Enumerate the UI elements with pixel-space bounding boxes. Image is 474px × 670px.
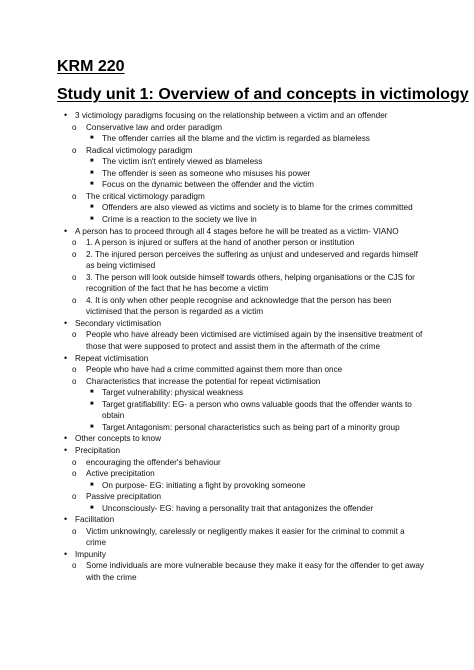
outline-item-level-1-text: Repeat victimisation [75,353,149,363]
bullet-marker-level-3: ■ [90,181,94,188]
outline-item-level-2-text: crime [86,538,107,548]
outline-item-level-2-text: Passive precipitation [86,492,162,502]
outline-item-level-1-text: Impunity [75,549,106,559]
bullet-marker-level-2: o [72,469,77,479]
bullet-marker-level-1: • [64,317,68,328]
outline-item-level-3-text: Target Antagonism: personal characteristics such as being part of a minority group [102,422,400,432]
bullet-marker-level-2: o [72,249,77,259]
outline-item-level-1-text: 3 victimology paradigms focusing on the relationship between a victim and an offender [75,111,388,120]
bullet-marker-level-1: • [64,444,68,455]
outline-item-level-2-text: The critical victimology paradigm [86,191,205,201]
bullet-marker-level-2: o [72,122,77,132]
outline-item-level-2-text: Radical victimology paradigm [86,145,193,155]
outline-item-level-2-text: those that were supposed to protect and assist them in the aftermath of the crime [86,342,380,351]
bullet-marker-level-1: • [64,352,68,363]
outline-item-level-3-text: Crime is a reaction to the society we live in [102,214,257,224]
outline-item-level-1-text: Precipitation [75,445,121,455]
bullet-marker-level-1: • [64,548,68,559]
outline-item-level-3-text: The offender carries all the blame and the victim is regarded as blameless [102,134,370,144]
study-unit-title: Study unit 1: Overview of and concepts in victimology [57,86,469,103]
bullet-marker-level-2: o [72,295,77,305]
outline-item-level-2-text: Victim unknowingly, carelessly or negligently makes it easier for the criminal to commit a [86,526,405,536]
outline-item-level-3-text: Unconsciously- EG: having a personality trait that antagonizes the offender [102,503,374,513]
outline-item-level-3-text: Focus on the dynamic between the offender and the victim [102,180,314,190]
outline-item-level-2-text: 4. It is only when other people recognise and acknowledge that the person has been [86,295,392,305]
bullet-marker-level-3: ■ [90,135,94,142]
bullet-marker-level-2: o [72,330,77,340]
outline-item-level-2-text: with the crime [86,573,137,582]
outline-item-level-2-text: Characteristics that increase the potential for repeat victimisation [86,376,321,386]
outline-item-level-2-text: 3. The person will look outside himself towards others, helping organisations or the CJS for [86,272,415,282]
outline-item-level-2-text: 2. The injured person perceives the suffering as unjust and undeserved and regards himself [86,249,418,259]
bullet-marker-level-2: o [72,191,77,201]
outline-item-level-3-text: The victim isn't entirely viewed as blameless [102,157,263,167]
bullet-marker-level-2: o [72,561,77,571]
bullet-marker-level-3: ■ [90,481,94,488]
outline-item-level-2-text: encouraging the offender's behaviour [86,457,221,467]
bullet-marker-level-2: o [72,526,77,536]
outline-item-level-3-text: The offender is seen as someone who misuses his power [102,168,311,178]
bullet-marker-level-3: ■ [90,423,94,430]
bullet-marker-level-3: ■ [90,204,94,211]
outline-item-level-1-text: Other concepts to know [75,434,162,444]
outline-item-level-3-text: On purpose- EG: initiating a fight by provoking someone [102,480,306,490]
outline-item-level-2-text: as being victimised [86,261,156,271]
outline-item-level-2-text: 1. A person is injured or suffers at the hand of another person or institution [86,238,355,248]
outline-item-level-2-text: People who have had a crime committed against them more than once [86,365,343,375]
bullet-marker-level-2: o [72,376,77,386]
bullet-marker-level-3: ■ [90,215,94,222]
bullet-marker-level-2: o [72,238,77,248]
bullet-marker-level-3: ■ [90,400,94,407]
bullet-marker-level-2: o [72,145,77,155]
outline-item-level-2-text: Conservative law and order paradigm [86,122,223,132]
outline-item-level-2-text: Active precipitation [86,469,155,479]
bullet-marker-level-3: ■ [90,389,94,396]
outline-item-level-3-text: Target vulnerability: physical weakness [102,388,244,398]
course-code-heading: KRM 220 [57,58,125,75]
bullet-marker-level-2: o [72,272,77,282]
outline-item-level-1-text: Facilitation [75,515,115,525]
bullet-marker-level-1: • [64,433,68,444]
outline-item-level-1-text: A person has to proceed through all 4 stages before he will be treated as a victim- VIANO [75,226,399,236]
outline-item-level-3-text: Target gratifiability: EG- a person who owns valuable goods that the offender wants to [102,399,412,409]
bullet-marker-level-2: o [72,492,77,502]
bullet-marker-level-2: o [72,457,77,467]
bullet-marker-level-1: • [64,514,68,525]
bullet-marker-level-3: ■ [90,169,94,176]
outline-item-level-3-text: obtain [102,411,125,421]
bullet-marker-level-3: ■ [90,158,94,165]
outline-item-level-2-text: Some individuals are more vulnerable because they make it easy for the offender to get away [86,561,425,571]
outline-item-level-1-text: Secondary victimisation [75,318,162,328]
bullet-marker-level-2: o [72,365,77,375]
outline-item-level-2-text: People who have already been victimised are victimised again by the insensitive treatment of [86,330,423,340]
outline-item-level-2-text: recognition of the fact that he has become a victim [86,284,269,294]
bullet-marker-level-1: • [64,225,68,236]
outline-item-level-3-text: Offenders are also viewed as victims and society is to blame for the crimes committed [102,203,413,213]
bullet-marker-level-1: • [64,110,68,120]
bullet-marker-level-3: ■ [90,504,94,511]
outline-item-level-2-text: victimised that the person is regarded as a victim [86,307,264,317]
